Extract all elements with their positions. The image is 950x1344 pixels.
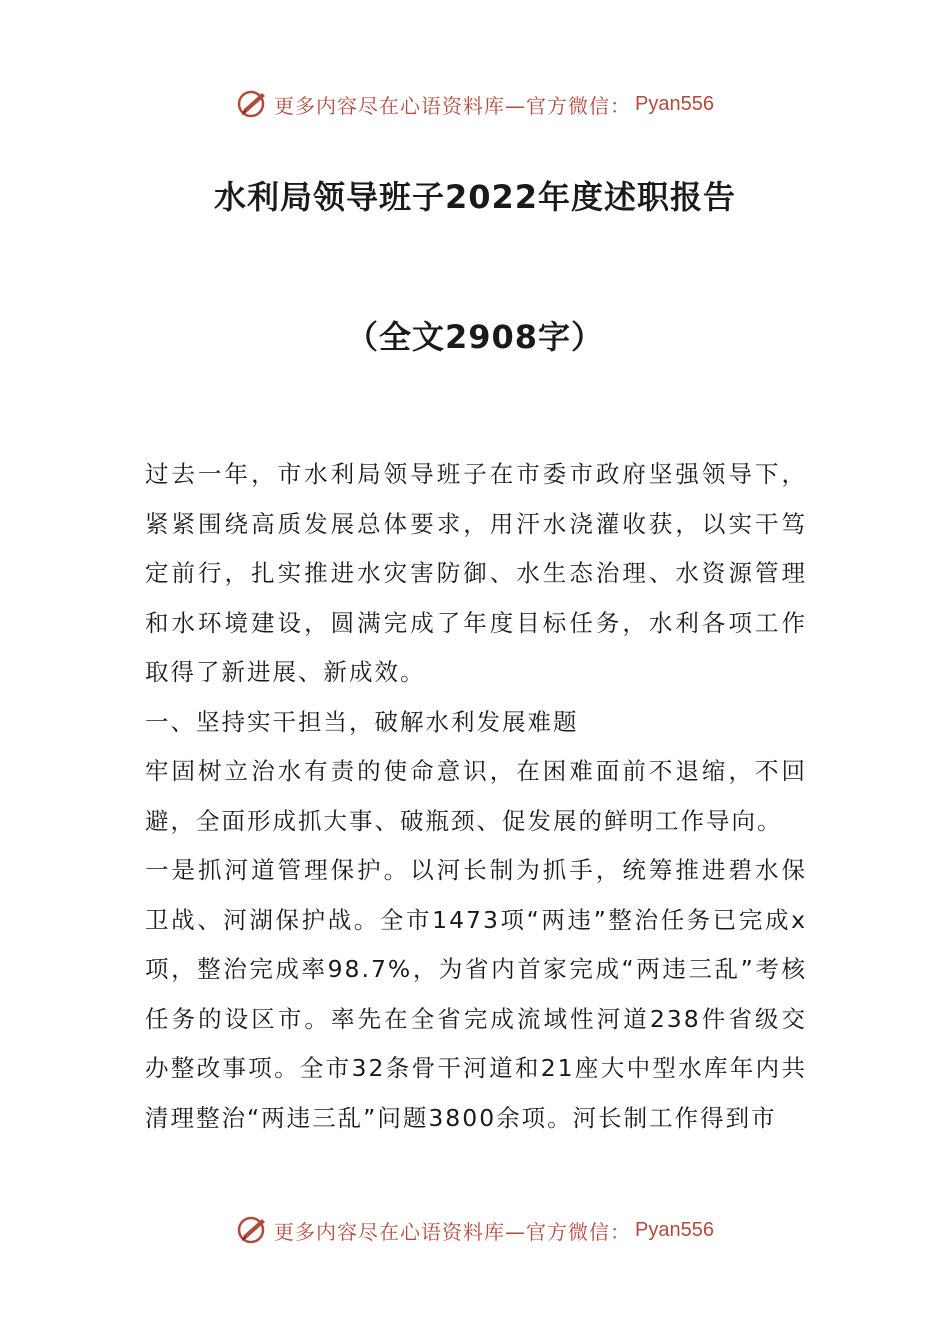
watermark-wechat-id: Pyan556 [635,92,714,115]
watermark-header [0,84,950,124]
watermark-footer [0,1210,950,1250]
paragraph-section-intro: 牢固树立治水有责的使命意识，在困难面前不退缩，不回避，全面形成抓大事、破瓶颈、促发展的鲜明工作导向。 [145,757,807,835]
watermark-text: 更多内容尽在心语资料库—官方微信： [274,1219,632,1244]
pen-logo-icon [236,1213,270,1247]
document-subtitle: （全文2908字） [345,318,605,356]
watermark-text: 更多内容尽在心语资料库—官方微信： [274,93,632,118]
document-title: 水利局领导班子2022年度述职报告 [213,178,737,216]
section-heading: 一、坚持实干担当，破解水利发展难题 [145,707,579,736]
watermark-wechat-id: Pyan556 [635,1218,714,1241]
document-body [145,450,807,1143]
paragraph-intro: 过去一年，市水利局领导班子在市委市政府坚强领导下，紧紧围绕高质发展总体要求，用汗水浇灌收获，以实干笃定前行，扎实推进水灾害防御、水生态治理、水资源管理和水环境建设，圆满完成了年度目标任务，水利各项工作取得了新进展、新成效。 [145,460,807,686]
pen-logo-icon [236,87,270,121]
paragraph-river-management: 一是抓河道管理保护。以河长制为抓手，统筹推进碧水保卫战、河湖保护战。全市1473项“两违”整治任务已完成x项，整治完成率98.7%，为省内首家完成“两违三乱”考核任务的设区市。率先在全省完成流域性河道238件省级交办整改事项。全市32条骨干河道和21座大中型水库年内共清理整治“两违三乱”问题3800余项。河长制工作得到市 [145,856,807,1132]
